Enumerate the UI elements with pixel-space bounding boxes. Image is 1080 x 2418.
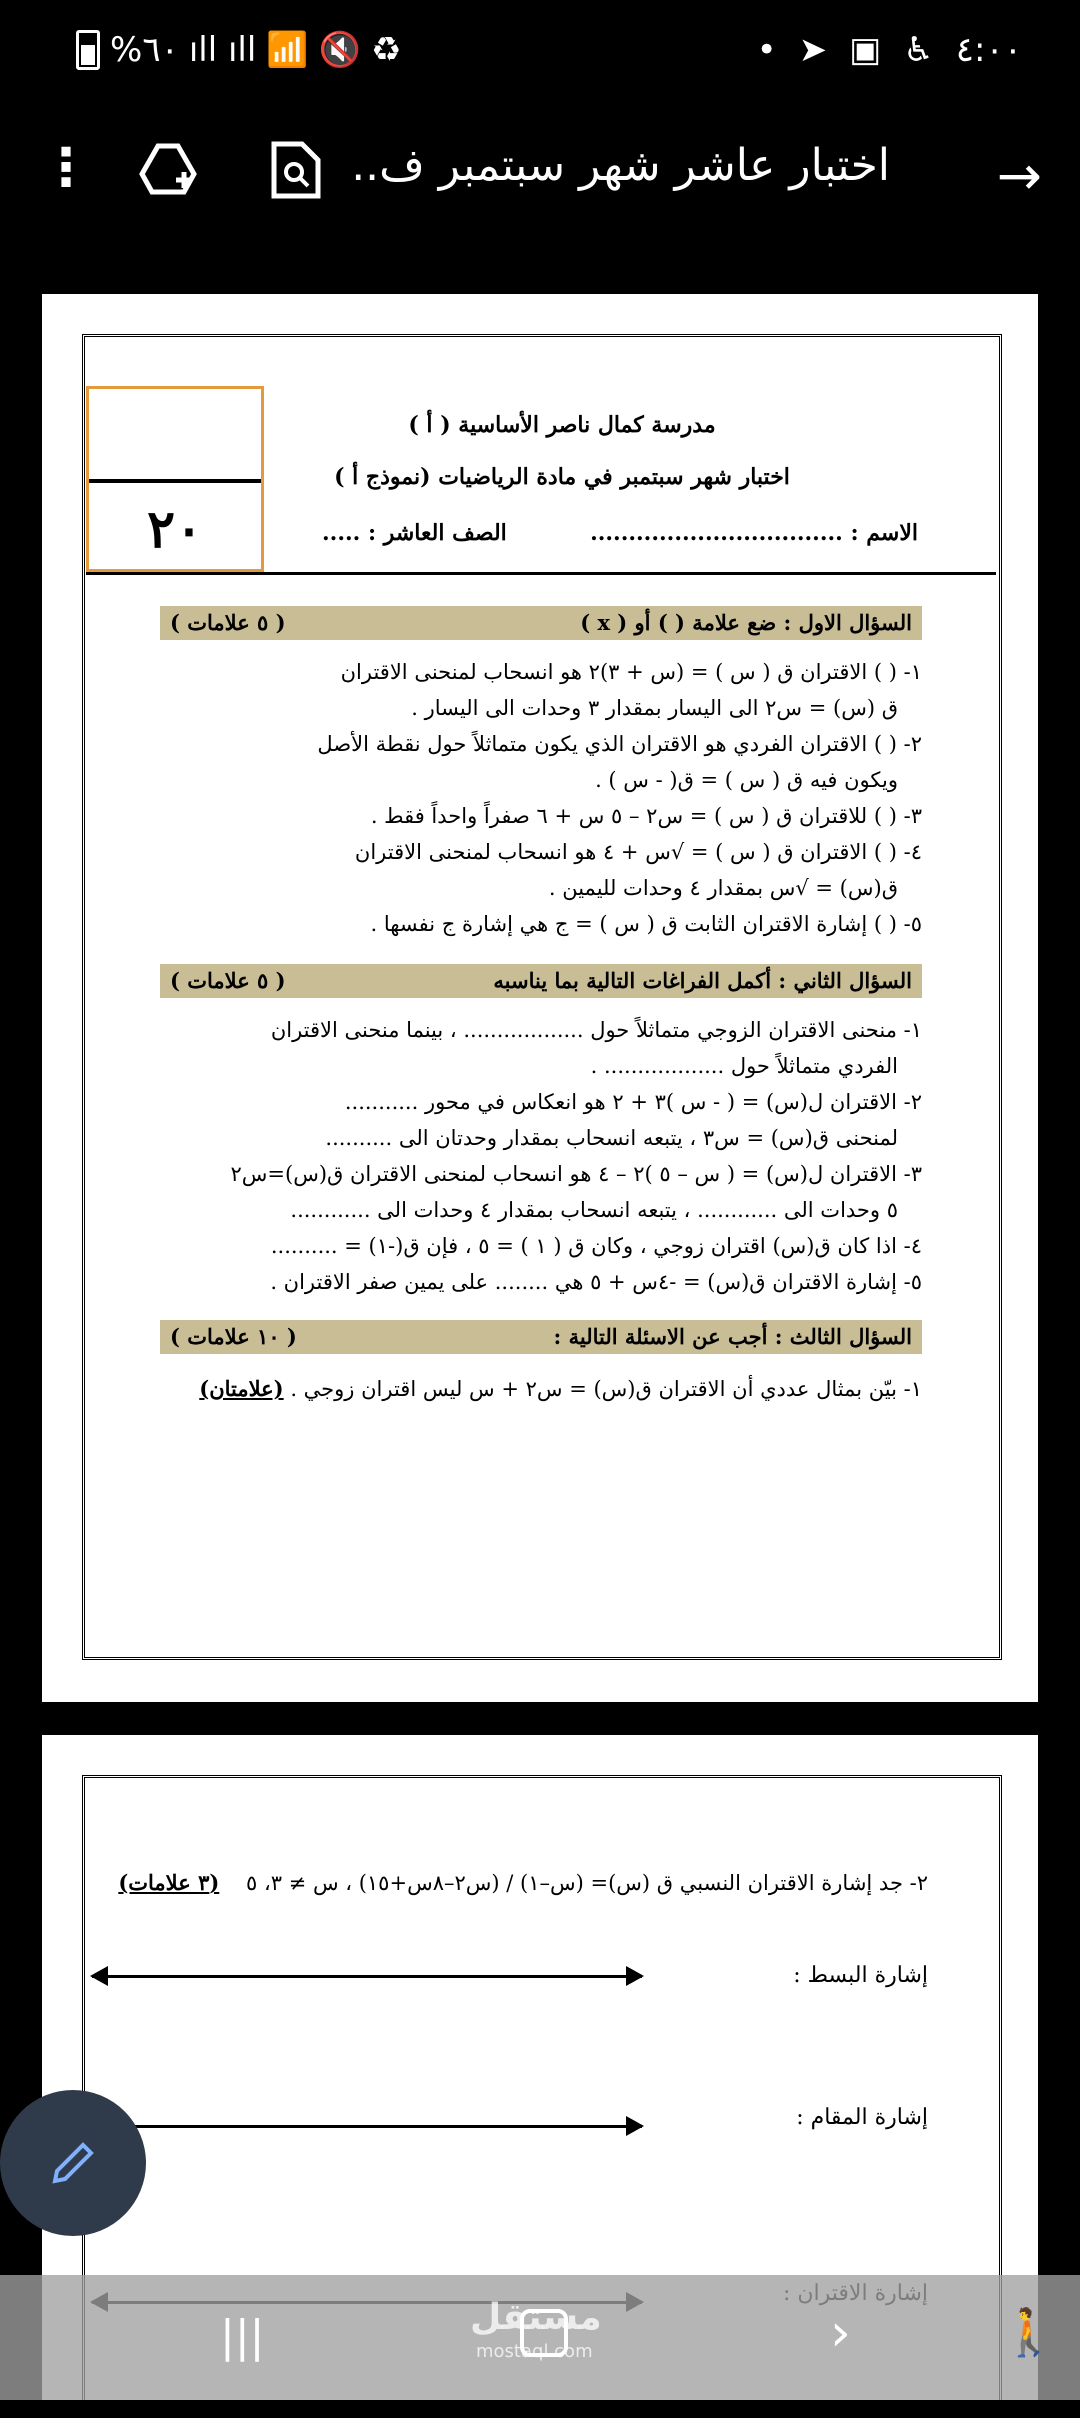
recent-apps-icon[interactable]: ||| (220, 2311, 265, 2362)
accessibility-icon: ♿ (903, 30, 934, 70)
q3-line-1-marks: (علامتان) (199, 1376, 284, 1401)
q2-line: ٥- إشارة الاقتران ق(س) = -٤س + ٥ هي ........ على يمين صفر الاقتران . (270, 1270, 922, 1294)
q1-line: ٣- ( ) للاقتران ق ( س ) = س٢ – ٥ س + ٦ صفراً واحداً فقط . (370, 804, 922, 828)
question-1-title: السؤال الاول : ضع علامة ( ) أو ( x ) (580, 610, 912, 635)
navigation-bar (0, 2275, 1080, 2400)
question-2-title: السؤال الثاني : أكمل الفراغات التالية بما يناسبه (493, 968, 912, 993)
find-in-page-icon[interactable] (270, 140, 322, 200)
q1-line: ق(س) = √س بمقدار ٤ وحدات لليمين . (548, 876, 898, 900)
wifi-icon: 📶 (266, 30, 309, 70)
q2-line: ٤- اذا كان ق(س) اقتران زوجي ، وكان ق ( ١ ) = ٥ ، فإن ق(-١) = .......... (270, 1234, 922, 1258)
gallery-icon: ▣ (849, 30, 882, 70)
dot-icon: • (756, 30, 777, 70)
exam-title: اختبار شهر سبتمبر في مادة الرياضيات (نموذج أ ) (334, 464, 790, 490)
q1-line: ٤- ( ) الاقتران ق ( س ) = √س + ٤ هو انسحاب لمنحنى الاقتران (354, 840, 922, 864)
page2-question (118, 1870, 928, 1895)
total-score: ٢٠ (147, 499, 203, 560)
q2-line: الفردي متماثلاً حول .................. . (590, 1054, 898, 1078)
denominator-sign-label: إشارة المقام : (796, 2105, 928, 2130)
question-2-header (160, 964, 922, 998)
page2-question-marks: (٣ علامات) (118, 1870, 220, 1895)
status-right (757, 30, 1022, 70)
watermark-url: mostaql.com (476, 2341, 593, 2362)
school-name: مدرسة كمال ناصر الأساسية ( أ ) (408, 412, 716, 438)
question-1-header (160, 606, 922, 640)
watermark: مستقل (470, 2297, 602, 2338)
question-3-header (160, 1320, 922, 1354)
q2-line: ٢- الاقتران ل(س) = ( - س )٣ + ٢ هو انعكاس في محور ........... (344, 1090, 922, 1114)
q1-line: ق (س) = س٢ الى اليسار بمقدار ٣ وحدات الى اليسار . (411, 696, 898, 720)
question-1-marks: ( ٥ علامات ) (170, 610, 286, 635)
q1-line: ٥- ( ) إشارة الاقتران الثابت ق ( س ) = ج هي إشارة ج نفسها . (370, 912, 922, 936)
more-vert-icon[interactable]: ⋮ (40, 138, 92, 198)
edit-button[interactable] (0, 2090, 146, 2236)
q3-line-1-text: ١- بيّن بمثال عددي أن الاقتران ق(س) = س٢ + س ليس اقتران زوجي . (290, 1377, 922, 1401)
mute-icon: 🔇 (318, 30, 362, 70)
q2-line: لمنحنى ق(س) = س٣ ، يتبعه انسحاب بمقدار وحدتان الى .......... (325, 1126, 898, 1150)
grade-line: الصف العاشر : ..... (322, 520, 507, 546)
document-title: اختبار عاشر شهر سبتمبر ف.. (351, 140, 890, 191)
back-nav-icon[interactable]: › (830, 2303, 851, 2363)
question-2-marks: ( ٥ علامات ) (170, 968, 286, 993)
numerator-number-line (92, 1975, 642, 1978)
page2-question-text: ٢- جد إشارة الاقتران النسبي ق (س)= (س–١) / (س٢–٨س+١٥) ، س ≠ ٣، ٥ (245, 1871, 928, 1895)
status-bar (0, 0, 1080, 110)
battery-saver-icon: ♻ (371, 30, 402, 70)
numerator-sign-label: إشارة البسط : (793, 1963, 928, 1988)
denominator-number-line (92, 2125, 642, 2128)
telegram-icon: ➤ (798, 30, 828, 70)
add-to-drive-icon[interactable] (138, 140, 198, 200)
question-3-title: السؤال الثالث : أجب عن الاسئلة التالية : (553, 1324, 912, 1349)
document-page-1[interactable] (42, 294, 1038, 1702)
pencil-icon (45, 2135, 101, 2191)
q2-line: ١- منحنى الاقتران الزوجي متماثلاً حول .................. ، بينما منحنى الاقتران (270, 1018, 922, 1042)
student-name-line: الاسم : ................................. (590, 520, 918, 546)
q3-line-1 (199, 1376, 922, 1401)
header-rule (86, 572, 996, 575)
score-divider (89, 479, 261, 483)
q2-line: ٣- الاقتران ل(س) = ( س – ٥ )٢ – ٤ هو انسحاب لمنحنى الاقتران ق(س)=س٢ (230, 1162, 922, 1186)
battery-icon (76, 30, 100, 70)
clock: ٤:٠٠ (955, 30, 1022, 70)
question-3-marks: ( ١٠ علامات ) (170, 1324, 297, 1349)
q2-line: ٥ وحدات الى ............ ، يتبعه انسحاب بمقدار ٤ وحدات الى ............ (290, 1198, 898, 1222)
arrow-forward-icon[interactable]: → (996, 144, 1042, 207)
q1-line: ١- ( ) الاقتران ق ( س ) = (س + ٣)٢ هو انسحاب لمنحنى الاقتران (340, 660, 922, 684)
q1-line: ٢- ( ) الاقتران الفردي هو الاقتران الذي يكون متماثلاً حول نقطة الأصل (317, 732, 922, 756)
status-left (76, 30, 402, 70)
signal-icon: ıll ıll (188, 30, 257, 70)
battery-level: %٦٠ (110, 30, 179, 70)
accessibility-nav-icon[interactable]: 🚶 (1000, 2305, 1058, 2359)
app-bar (0, 110, 1080, 260)
q1-line: ويكون فيه ق ( س ) = ق( - س ) . (595, 768, 898, 792)
score-box (86, 386, 264, 572)
